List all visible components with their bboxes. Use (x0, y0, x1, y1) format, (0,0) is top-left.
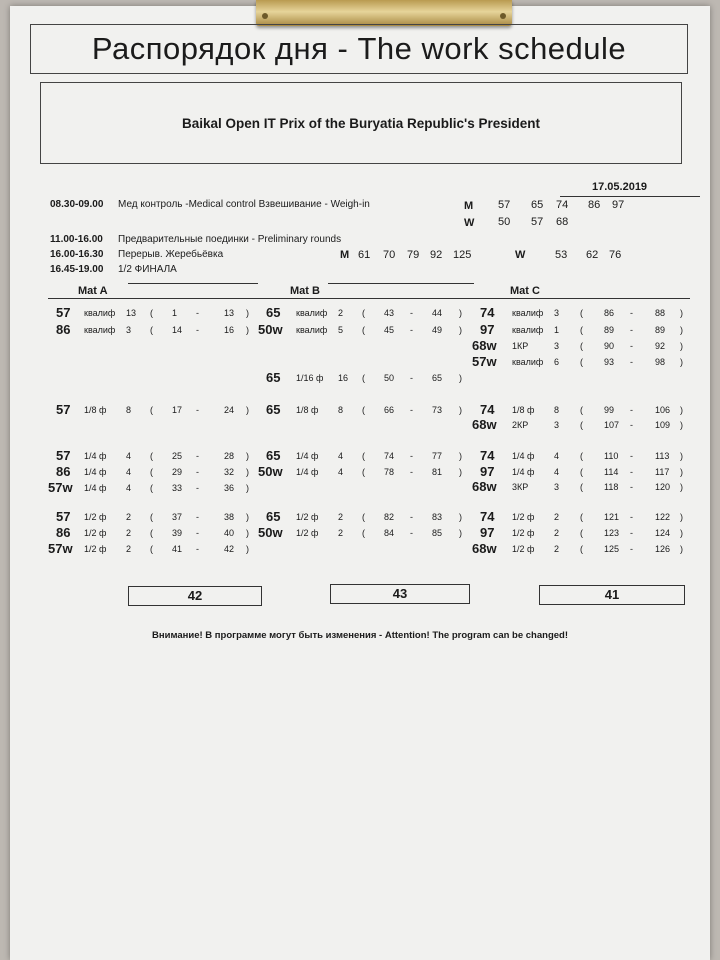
weighin-m-label: M (464, 200, 474, 212)
weight-class: 57w (48, 541, 73, 556)
draw-m-1: 61 (358, 249, 371, 261)
paren-close: ) (459, 451, 462, 461)
bout-count: 2 (126, 512, 132, 522)
round-stage: квалиф (84, 325, 116, 335)
paren-close: ) (680, 467, 683, 477)
round-stage: 1/2 ф (512, 544, 535, 554)
dash: - (630, 341, 633, 351)
paren-close: ) (459, 325, 462, 335)
paren-open: ( (362, 451, 365, 461)
bout-to: 89 (655, 325, 666, 335)
paren-open: ( (150, 528, 153, 538)
round-stage: 1/16 ф (296, 373, 324, 383)
paren-close: ) (680, 357, 683, 367)
round-stage: 1/4 ф (512, 467, 535, 477)
dash: - (630, 308, 633, 318)
round-stage: квалиф (512, 308, 544, 318)
bout-to: 38 (224, 512, 235, 522)
round-stage: 3КР (512, 482, 529, 492)
weighin-m-2: 65 (531, 199, 544, 211)
bout-count: 2 (126, 544, 132, 554)
bout-to: 113 (655, 451, 670, 461)
dash: - (630, 544, 633, 554)
dash: - (196, 405, 199, 415)
weight-class: 68w (472, 479, 497, 494)
paren-close: ) (246, 544, 249, 554)
weight-class: 57 (56, 509, 71, 524)
bout-count: 2 (554, 544, 560, 554)
bout-from: 45 (384, 325, 395, 335)
activity-1: Мед контроль -Medical control Взвешивание - Weigh-in (118, 199, 370, 210)
round-stage: квалиф (296, 308, 328, 318)
paren-close: ) (459, 405, 462, 415)
weight-class: 68w (472, 417, 497, 432)
round-stage: 1/8 ф (84, 405, 107, 415)
bout-to: 92 (655, 341, 666, 351)
activity-3: Перерыв. Жеребьёвка (118, 249, 224, 260)
draw-m-3: 79 (407, 249, 420, 261)
activity-4: 1/2 ФИНАЛА (118, 264, 177, 275)
weight-class: 86 (56, 464, 71, 479)
paren-open: ( (580, 482, 583, 492)
round-stage: 1/4 ф (512, 451, 535, 461)
weight-class: 68w (472, 338, 497, 353)
bout-count: 16 (338, 373, 349, 383)
bout-to: 122 (655, 512, 671, 522)
round-stage: 1/8 ф (512, 405, 535, 415)
warning-note: Внимание! В программе могут быть изменения - Attention! The program can be changed! (152, 630, 568, 641)
header-line (48, 298, 690, 299)
mat-b-header: Mat B (290, 285, 320, 297)
paren-open: ( (580, 357, 583, 367)
paren-open: ( (580, 405, 583, 415)
paren-open: ( (150, 325, 153, 335)
bout-count: 13 (126, 308, 137, 318)
bout-from: 114 (604, 467, 619, 477)
paren-open: ( (150, 405, 153, 415)
dash: - (196, 528, 199, 538)
bout-count: 3 (554, 308, 560, 318)
bout-count: 3 (126, 325, 132, 335)
paren-open: ( (580, 341, 583, 351)
weight-class: 74 (480, 509, 495, 524)
round-stage: 1/4 ф (296, 451, 319, 461)
dash: - (196, 451, 199, 461)
dash: - (196, 512, 199, 522)
dash: - (630, 467, 633, 477)
bout-to: 109 (655, 420, 671, 430)
draw-w-1: 53 (555, 249, 568, 261)
bout-count: 2 (554, 528, 560, 538)
weight-class: 74 (480, 402, 495, 417)
paren-close: ) (246, 451, 249, 461)
bout-count: 1 (554, 325, 560, 335)
dash: - (630, 420, 633, 430)
round-stage: 1/4 ф (84, 467, 107, 477)
paren-close: ) (680, 512, 683, 522)
paren-close: ) (246, 405, 249, 415)
bout-from: 93 (604, 357, 615, 367)
bout-from: 89 (604, 325, 615, 335)
paren-open: ( (580, 467, 583, 477)
bout-count: 4 (554, 451, 560, 461)
bout-from: 33 (172, 483, 183, 493)
weight-class: 65 (266, 305, 281, 320)
bout-from: 66 (384, 405, 395, 415)
total-mat-c-value: 41 (604, 587, 620, 602)
paren-open: ( (580, 544, 583, 554)
bout-from: 1 (172, 308, 178, 318)
divider-a (128, 283, 258, 284)
draw-m-5: 125 (453, 249, 472, 261)
draw-w-2: 62 (586, 249, 599, 261)
paren-open: ( (150, 483, 153, 493)
bout-to: 65 (432, 373, 443, 383)
bout-from: 78 (384, 467, 395, 477)
weight-class: 50w (258, 322, 283, 337)
weighin-w-3: 68 (556, 216, 569, 228)
total-mat-a (128, 586, 262, 606)
round-stage: 2КР (512, 420, 529, 430)
bout-to: 106 (655, 405, 671, 415)
bout-count: 4 (126, 483, 132, 493)
paren-open: ( (362, 325, 365, 335)
bout-to: 24 (224, 405, 235, 415)
bout-to: 36 (224, 483, 235, 493)
paren-close: ) (459, 528, 462, 538)
bout-from: 29 (172, 467, 183, 477)
paren-open: ( (362, 512, 365, 522)
bout-from: 82 (384, 512, 395, 522)
weight-class: 65 (266, 509, 281, 524)
paren-close: ) (680, 405, 683, 415)
page-title: Распорядок дня - The work schedule (91, 31, 627, 66)
round-stage: квалиф (512, 357, 544, 367)
mat-a-header: Mat A (78, 285, 108, 297)
paren-open: ( (362, 308, 365, 318)
paren-open: ( (150, 308, 153, 318)
weight-class: 57 (56, 448, 71, 463)
bout-from: 17 (172, 405, 183, 415)
bout-from: 37 (172, 512, 183, 522)
paren-open: ( (580, 325, 583, 335)
weight-class: 74 (480, 448, 495, 463)
bout-from: 118 (604, 482, 619, 492)
weight-class: 86 (56, 322, 71, 337)
dash: - (196, 544, 199, 554)
paren-open: ( (580, 528, 583, 538)
weight-class: 97 (480, 525, 495, 540)
bout-from: 14 (172, 325, 183, 335)
round-stage: 1/2 ф (512, 528, 535, 538)
bout-from: 84 (384, 528, 395, 538)
mat-c-header: Mat C (510, 285, 540, 297)
bout-to: 16 (224, 325, 235, 335)
weight-class: 65 (266, 448, 281, 463)
bout-count: 4 (126, 451, 132, 461)
event-name: Baikal Open IT Prix of the Buryatia Republic's President (181, 116, 541, 131)
paren-close: ) (680, 544, 683, 554)
time-3: 16.00-16.30 (50, 249, 104, 260)
bout-count: 6 (554, 357, 560, 367)
bout-from: 99 (604, 405, 615, 415)
bout-from: 50 (384, 373, 395, 383)
dash: - (410, 467, 413, 477)
bout-to: 73 (432, 405, 443, 415)
bout-to: 40 (224, 528, 235, 538)
dash: - (410, 325, 413, 335)
round-stage: 1/2 ф (84, 544, 107, 554)
bout-count: 5 (338, 325, 344, 335)
round-stage: 1/2 ф (84, 528, 107, 538)
paren-close: ) (246, 528, 249, 538)
bout-count: 4 (338, 467, 344, 477)
time-1: 08.30-09.00 (50, 199, 104, 210)
dash: - (630, 528, 633, 538)
weight-class: 74 (480, 305, 495, 320)
dash: - (410, 308, 413, 318)
weighin-w-1: 50 (498, 216, 511, 228)
weight-class: 50w (258, 525, 283, 540)
paren-open: ( (150, 512, 153, 522)
round-stage: 1/8 ф (296, 405, 319, 415)
paren-close: ) (459, 308, 462, 318)
dash: - (410, 405, 413, 415)
paren-close: ) (680, 308, 683, 318)
draw-w-3: 76 (609, 249, 622, 261)
bout-to: 126 (655, 544, 671, 554)
paren-close: ) (680, 341, 683, 351)
dash: - (196, 325, 199, 335)
bout-from: 90 (604, 341, 615, 351)
date: 17.05.2019 (592, 181, 648, 193)
bout-from: 41 (172, 544, 183, 554)
paren-open: ( (580, 512, 583, 522)
time-2: 11.00-16.00 (50, 234, 103, 245)
dash: - (630, 451, 633, 461)
bout-count: 2 (338, 528, 344, 538)
dash: - (410, 512, 413, 522)
bout-to: 88 (655, 308, 666, 318)
paren-close: ) (680, 528, 683, 538)
weight-class: 68w (472, 541, 497, 556)
paren-open: ( (150, 467, 153, 477)
bout-to: 44 (432, 308, 443, 318)
total-mat-a-value: 42 (187, 588, 203, 603)
bout-count: 2 (554, 512, 560, 522)
weight-class: 97 (480, 322, 495, 337)
paren-close: ) (680, 482, 683, 492)
paren-close: ) (246, 483, 249, 493)
round-stage: квалиф (296, 325, 328, 335)
total-mat-b-value: 43 (392, 586, 408, 601)
round-stage: 1/4 ф (296, 467, 319, 477)
bout-to: 85 (432, 528, 443, 538)
dash: - (630, 512, 633, 522)
dash: - (630, 405, 633, 415)
round-stage: 1/4 ф (84, 483, 107, 493)
bout-count: 8 (126, 405, 132, 415)
bout-from: 123 (604, 528, 620, 538)
paren-open: ( (362, 405, 365, 415)
dash: - (630, 325, 633, 335)
bout-count: 2 (126, 528, 132, 538)
bout-from: 125 (604, 544, 620, 554)
bout-count: 4 (338, 451, 344, 461)
dash: - (196, 467, 199, 477)
bout-count: 4 (554, 467, 560, 477)
bout-from: 121 (604, 512, 620, 522)
round-stage: 1/2 ф (512, 512, 535, 522)
weighin-w-label: W (464, 217, 475, 229)
weighin-m-1: 57 (498, 199, 511, 211)
paren-close: ) (680, 451, 683, 461)
weight-class: 57 (56, 402, 71, 417)
dash: - (410, 373, 413, 383)
paren-close: ) (246, 325, 249, 335)
weight-class: 57w (48, 480, 73, 495)
dash: - (630, 357, 633, 367)
bout-to: 49 (432, 325, 443, 335)
bout-from: 110 (604, 451, 619, 461)
paren-close: ) (680, 420, 683, 430)
paren-close: ) (459, 467, 462, 477)
time-4: 16.45-19.00 (50, 264, 104, 275)
bout-count: 8 (338, 405, 344, 415)
weighin-m-5: 97 (612, 199, 625, 211)
weight-class: 57 (56, 305, 71, 320)
round-stage: 1/2 ф (296, 528, 319, 538)
bout-from: 74 (384, 451, 395, 461)
paren-close: ) (459, 373, 462, 383)
paren-open: ( (150, 451, 153, 461)
paren-close: ) (246, 308, 249, 318)
draw-m-label: M (340, 249, 350, 261)
weight-class: 57w (472, 354, 497, 369)
weight-class: 86 (56, 525, 71, 540)
subtitle-box (40, 82, 682, 164)
dash: - (410, 451, 413, 461)
paren-open: ( (580, 451, 583, 461)
bout-to: 124 (655, 528, 671, 538)
draw-w-label: W (515, 249, 526, 261)
weighin-w-2: 57 (531, 216, 544, 228)
paren-open: ( (362, 373, 365, 383)
paren-open: ( (362, 528, 365, 538)
dash: - (196, 308, 199, 318)
bout-count: 3 (554, 341, 560, 351)
weight-class: 65 (266, 402, 281, 417)
weight-class: 50w (258, 464, 283, 479)
bout-from: 107 (604, 420, 620, 430)
paren-close: ) (246, 467, 249, 477)
bout-count: 3 (554, 420, 560, 430)
activity-2: Предварительные поединки - Preliminary rounds (118, 234, 342, 245)
clipboard-clip (256, 0, 512, 26)
bout-to: 120 (655, 482, 671, 492)
bout-to: 117 (655, 467, 670, 477)
round-stage: квалиф (512, 325, 544, 335)
paren-close: ) (246, 512, 249, 522)
weight-class: 97 (480, 464, 495, 479)
weight-class: 65 (266, 370, 281, 385)
bout-to: 32 (224, 467, 235, 477)
bout-to: 81 (432, 467, 443, 477)
round-stage: 1КР (512, 341, 529, 351)
draw-m-2: 70 (383, 249, 396, 261)
bout-to: 98 (655, 357, 666, 367)
round-stage: 1/2 ф (84, 512, 107, 522)
bout-to: 77 (432, 451, 443, 461)
round-stage: квалиф (84, 308, 116, 318)
bout-count: 3 (554, 482, 560, 492)
bout-to: 28 (224, 451, 235, 461)
weighin-m-4: 86 (588, 199, 601, 211)
total-mat-c (539, 585, 685, 605)
bout-from: 25 (172, 451, 183, 461)
total-mat-b (330, 584, 470, 604)
paren-open: ( (362, 467, 365, 477)
bout-count: 2 (338, 512, 344, 522)
bout-to: 42 (224, 544, 235, 554)
divider-b (328, 283, 474, 284)
bout-from: 86 (604, 308, 615, 318)
paren-close: ) (680, 325, 683, 335)
bout-to: 83 (432, 512, 443, 522)
bout-count: 8 (554, 405, 560, 415)
paren-open: ( (150, 544, 153, 554)
paren-open: ( (580, 420, 583, 430)
dash: - (410, 528, 413, 538)
round-stage: 1/4 ф (84, 451, 107, 461)
bout-from: 43 (384, 308, 395, 318)
date-underline (560, 196, 700, 197)
round-stage: 1/2 ф (296, 512, 319, 522)
paren-close: ) (459, 512, 462, 522)
dash: - (630, 482, 633, 492)
bout-from: 39 (172, 528, 183, 538)
weighin-m-3: 74 (556, 199, 569, 211)
title-box (30, 24, 688, 74)
bout-count: 2 (338, 308, 344, 318)
bout-to: 13 (224, 308, 235, 318)
dash: - (196, 483, 199, 493)
bout-count: 4 (126, 467, 132, 477)
paren-open: ( (580, 308, 583, 318)
draw-m-4: 92 (430, 249, 443, 261)
